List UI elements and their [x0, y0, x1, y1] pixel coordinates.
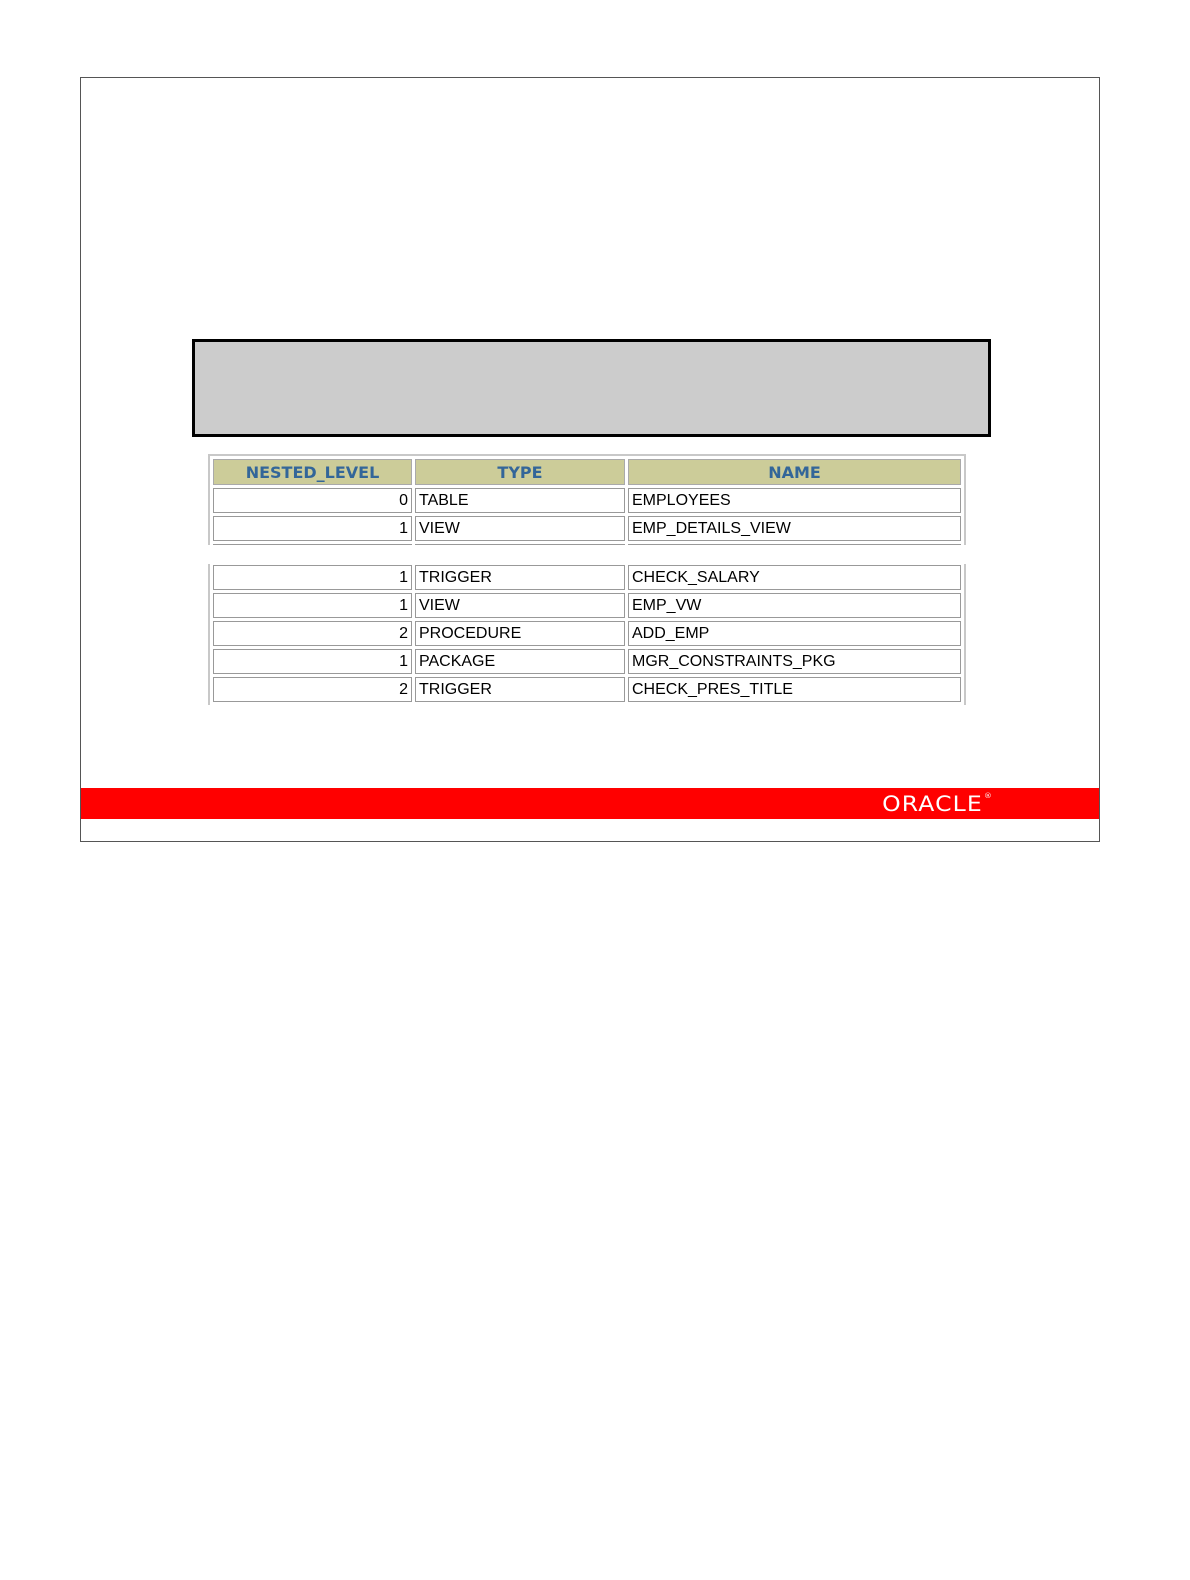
- cell-nested-level: 1: [213, 565, 412, 590]
- cell-nested-level: 0: [213, 488, 412, 513]
- code-box: [192, 339, 991, 437]
- cell-name: CHECK_PRES_TITLE: [628, 677, 961, 702]
- cell-name: ADD_EMP: [628, 621, 961, 646]
- table-row: [213, 621, 961, 646]
- header-name: NAME: [628, 459, 961, 485]
- cell-type: TRIGGER: [415, 677, 625, 702]
- cell-nested-level: 2: [213, 677, 412, 702]
- table-row: [213, 649, 961, 674]
- header-row: [213, 459, 961, 485]
- cell-type: PROCEDURE: [415, 621, 625, 646]
- cell-type: TRIGGER: [415, 565, 625, 590]
- cell-name: CHECK_SALARY: [628, 565, 961, 590]
- cell-name: EMP_VW: [628, 593, 961, 618]
- result-table: [210, 456, 964, 545]
- oracle-logo-text: ORACLE: [882, 792, 983, 816]
- cell-nested-level: 1: [213, 593, 412, 618]
- cell-nested-level: 2: [213, 621, 412, 646]
- cell-name: EMPLOYEES: [628, 488, 961, 513]
- result-table-top: [208, 454, 966, 545]
- table-row: [213, 516, 961, 541]
- registered-mark-icon: ®: [984, 792, 993, 800]
- table-row: [213, 488, 961, 513]
- oracle-logo: [882, 792, 993, 816]
- cell-nested-level: 1: [213, 649, 412, 674]
- result-table-continued: [210, 564, 964, 705]
- table-row-truncated: [213, 544, 961, 545]
- table-row: [213, 593, 961, 618]
- footer-bar: [81, 788, 1099, 819]
- cell-type: TABLE: [415, 488, 625, 513]
- cell-type: PACKAGE: [415, 649, 625, 674]
- result-table-bottom: [208, 564, 966, 705]
- header-nested-level: NESTED_LEVEL: [213, 459, 412, 485]
- cell-type: VIEW: [415, 516, 625, 541]
- cell-name: EMP_DETAILS_VIEW: [628, 516, 961, 541]
- slide-frame: [80, 77, 1100, 842]
- cell-name: MGR_CONSTRAINTS_PKG: [628, 649, 961, 674]
- table-row: [213, 677, 961, 702]
- cell-nested-level: 1: [213, 516, 412, 541]
- table-row: [213, 565, 961, 590]
- cell-type: VIEW: [415, 593, 625, 618]
- header-type: TYPE: [415, 459, 625, 485]
